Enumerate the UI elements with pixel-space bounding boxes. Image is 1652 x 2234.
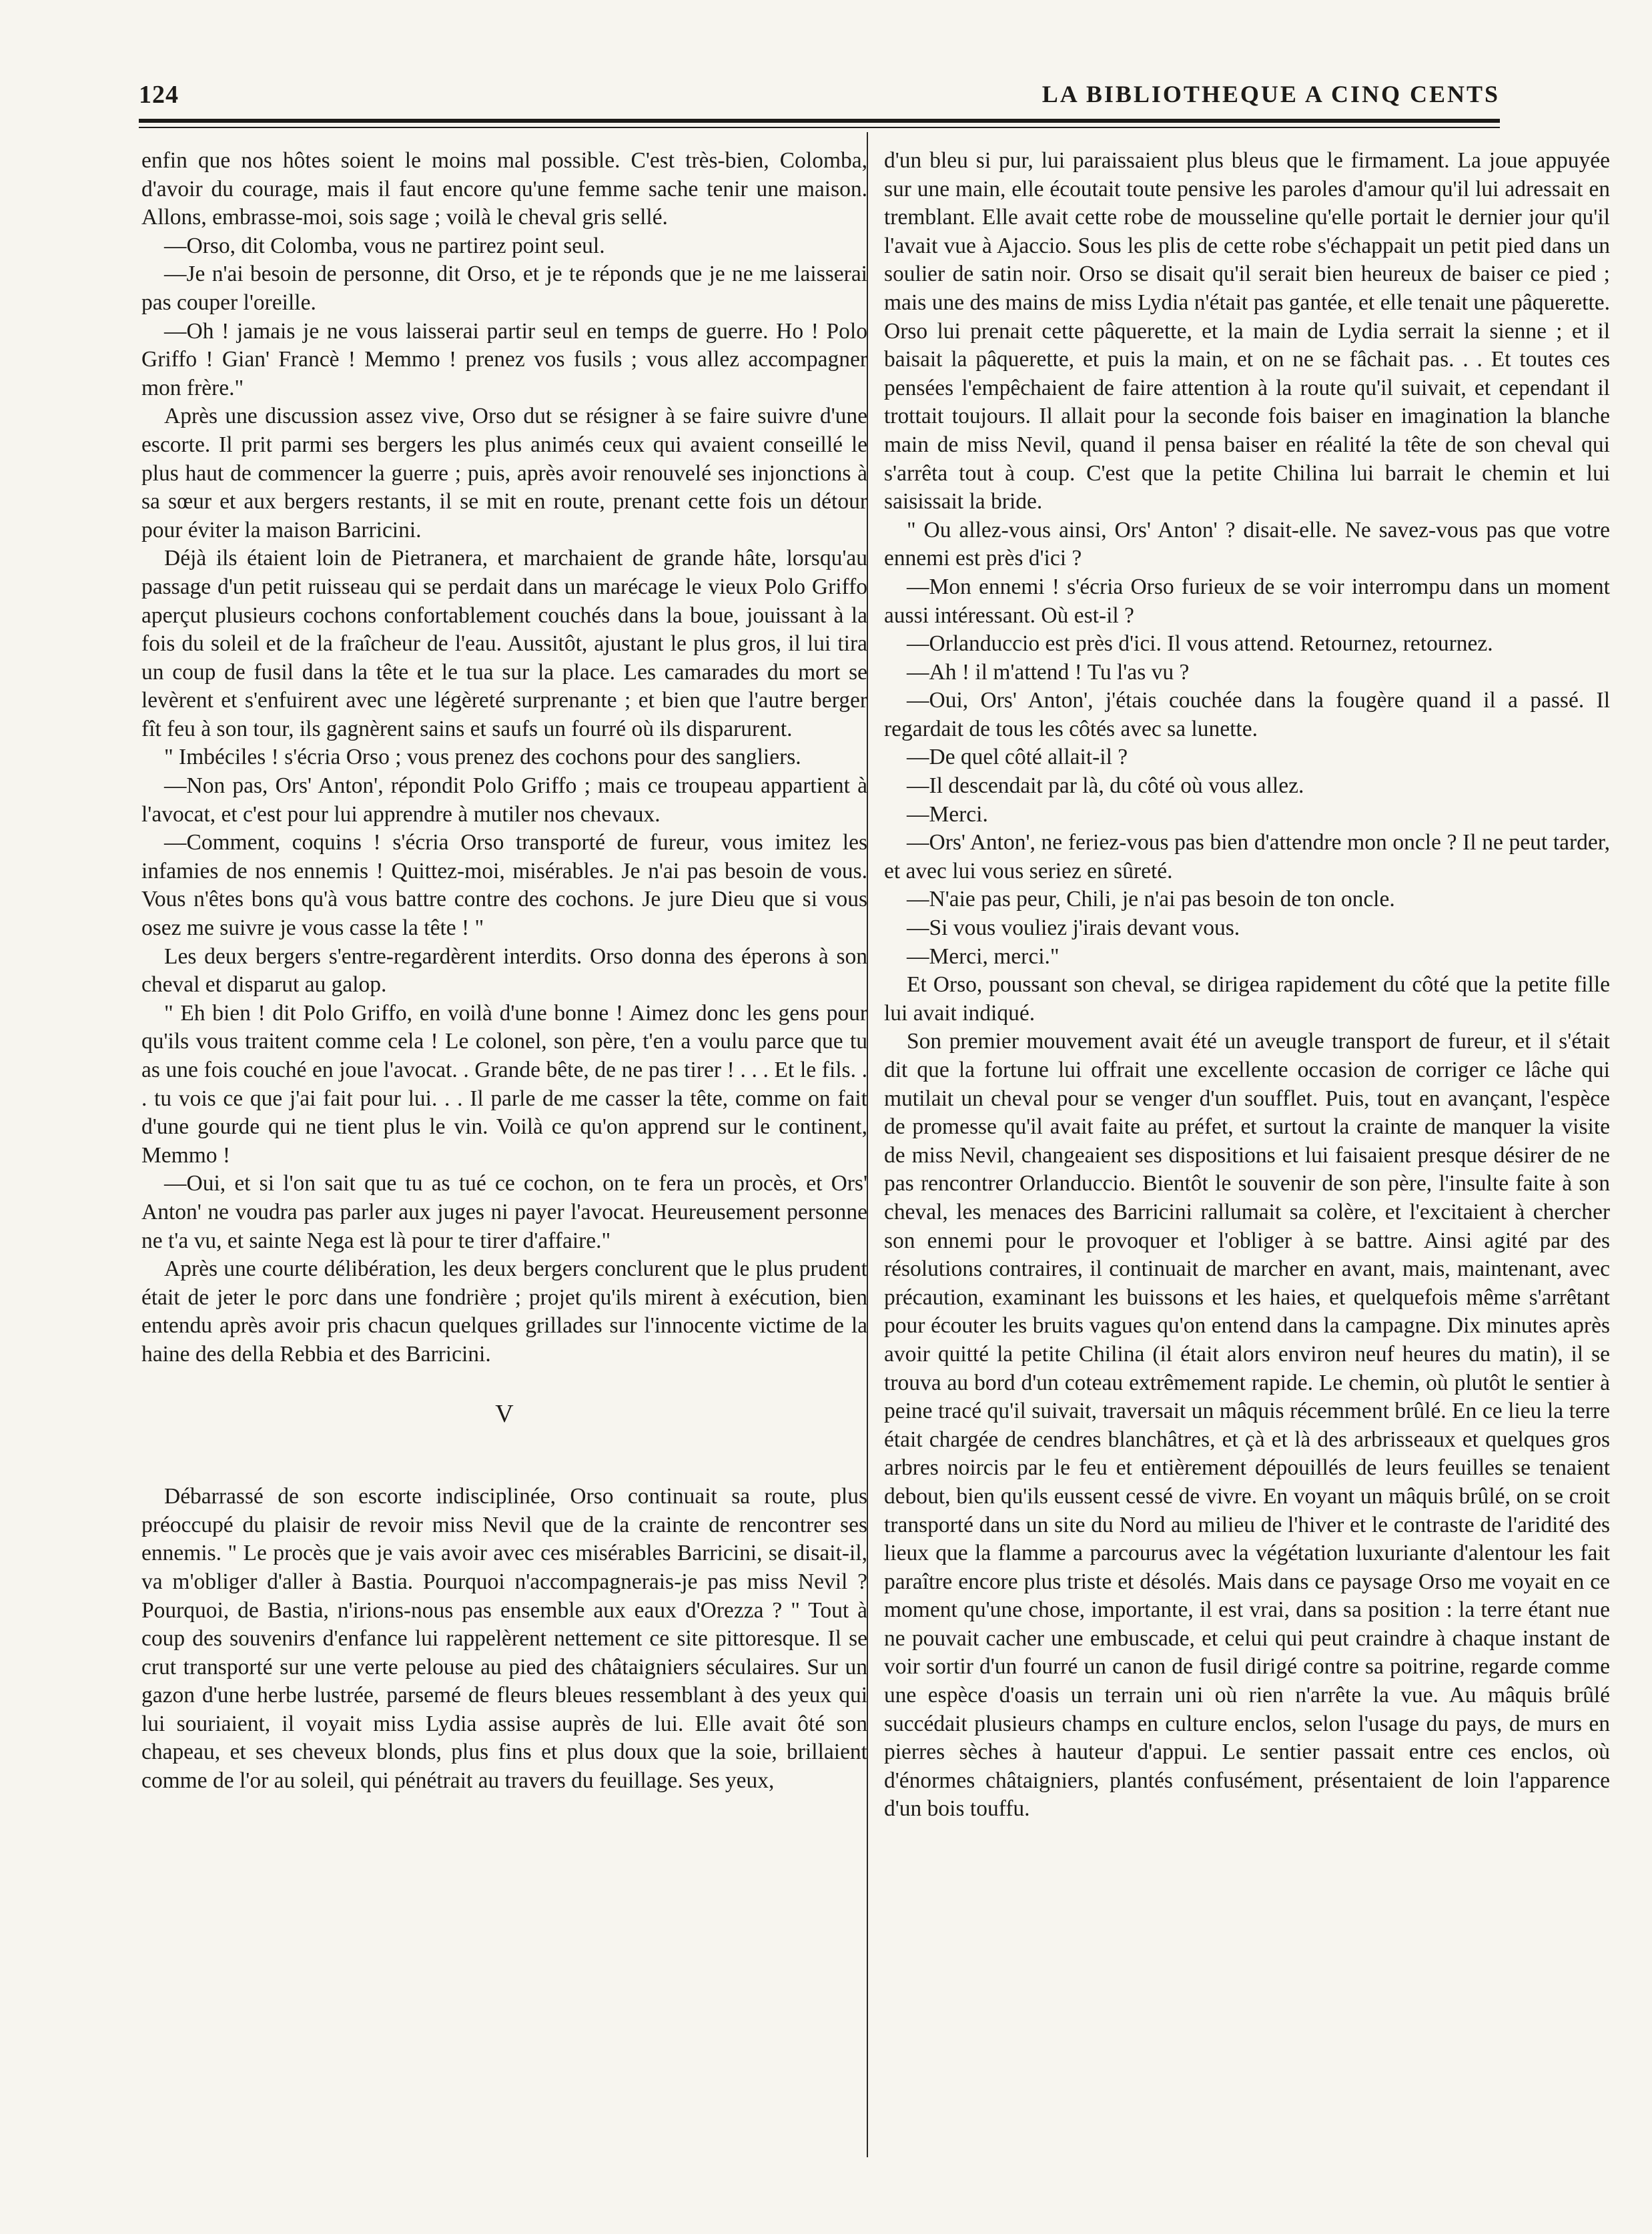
running-header xyxy=(139,80,1500,113)
paragraph: " Ou allez-vous ainsi, Ors' Anton' ? disait-elle. Ne savez-vous pas que votre ennemi est près d'ici ? xyxy=(884,517,1610,571)
paragraph: Les deux bergers s'entre-regardèrent interdits. Orso donna des éperons à son cheval et disparut au galop. xyxy=(141,944,867,998)
paragraph: —Oui, Ors' Anton', j'étais couchée dans la fougère quand il a passé. Il regardait de tous les côtés avec sa lunette. xyxy=(884,688,1610,741)
paragraph: " Eh bien ! dit Polo Griffo, en voilà d'une bonne ! Aimez donc les gens pour qu'ils vous traitent comme cela ! Le colonel, son père, t'en a voulu parce que tu as une fois couché en joue l'avocat. . Grande bête, de ne pas tirer ! . . . Et le fils. . . tu vois ce que j'ai fait pour lui. . . Il parle de me casser la tête, comme on fait d'une gourde qui ne tient plus le vin. Voilà ce qu'on apprend sur le continent, Memmo ! xyxy=(141,1000,867,1168)
running-title: LA BIBLIOTHEQUE A CINQ CENTS xyxy=(1042,81,1500,107)
paragraph: —Ors' Anton', ne feriez-vous pas bien d'attendre mon oncle ? Il ne peut tarder, et avec lui vous seriez en sûreté. xyxy=(884,830,1610,883)
paragraph: —Merci, merci." xyxy=(907,944,1060,969)
header-rule-thin xyxy=(139,127,1500,128)
paragraph: —Mon ennemi ! s'écria Orso furieux de se voir interrompu dans un moment aussi intéressant. Où est-il ? xyxy=(884,574,1610,628)
paragraph: Après une discussion assez vive, Orso dut se résigner à se faire suivre d'une escorte. Il prit parmi ses bergers les plus animés ceux qui avaient conseillé le plus haut de commencer la guerre ; puis, après avoir renouvelé ses injonctions à sa sœur et aux bergers restants, il se mit en route, prenant cette fois un détour pour éviter la maison Barricini. xyxy=(141,404,867,542)
paragraph: —Comment, coquins ! s'écria Orso transporté de fureur, vous imitez les infamies de nos ennemis ! Quittez-moi, misérables. Je n'ai pas besoin de vous. Vous n'êtes bons qu'à vous battre contre des cochons. Je jure Dieu que si vous osez me suivre je vous casse la tête ! " xyxy=(141,830,867,941)
paragraph: Après une courte délibération, les deux bergers conclurent que le plus prudent était de jeter le porc dans une fondrière ; projet qu'ils mirent à exécution, bien entendu après avoir pris chacun quelques grillades sur l'innocente victime de la haine des della Rebbia et des Barricini. xyxy=(141,1256,867,1367)
paragraph: —N'aie pas peur, Chili, je n'ai pas besoin de ton oncle. xyxy=(907,887,1395,912)
paragraph: " Imbéciles ! s'écria Orso ; vous prenez des cochons pour des sangliers. xyxy=(164,745,801,770)
left-paragraphs-after xyxy=(141,1483,867,1796)
page-number: 124 xyxy=(139,81,179,109)
paragraph: —Orso, dit Colomba, vous ne partirez point seul. xyxy=(164,233,605,258)
paragraph: —Non pas, Ors' Anton', répondit Polo Griffo ; mais ce troupeau appartient à l'avocat, et c'est pour lui apprendre à mutiler nos chevaux. xyxy=(141,773,867,827)
right-column xyxy=(884,147,1610,1824)
right-paragraphs xyxy=(884,147,1610,1824)
paragraph: —Oui, et si l'on sait que tu as tué ce cochon, on te fera un procès, et Ors' Anton' ne voudra pas parler aux juges ni payer l'avocat. Heureusement personne ne t'a vu, et sainte Nega est là pour te tirer d'affaire." xyxy=(141,1171,867,1253)
paragraph: —Merci. xyxy=(907,801,988,827)
paragraph: —Orlanduccio est près d'ici. Il vous attend. Retournez, retournez. xyxy=(907,631,1493,657)
section-heading: V xyxy=(495,1399,514,1428)
paragraph: —Ah ! il m'attend ! Tu l'as vu ? xyxy=(907,659,1190,685)
paragraph: Débarrassé de son escorte indisciplinée, Orso continuait sa route, plus préoccupé du plaisir de revoir miss Nevil que de la crainte de rencontrer ses ennemis. " Le procès que je vais avoir avec ces misérables Barricini, se disait-il, va m'obliger d'aller à Bastia. Pourquoi n'accompagnerais-je pas miss Nevil ? Pourquoi, de Bastia, n'irions-nous pas ensemble aux eaux d'Orezza ? " Tout à coup des souvenirs d'enfance lui rappelèrent nettement ce site pittoresque. Il se crut transporté sur une verte pelouse au pied des châtaigniers séculaires. Sur un gazon d'une herbe lustrée, parsemé de fleurs bleues ressemblant à des yeux qui lui souriaient, il voyait miss Lydia assise auprès de lui. Elle avait ôté son chapeau, et ses cheveux blonds, plus fins et plus doux que la soie, brillaient comme de l'or au soleil, qui pénétrait au travers du feuillage. Ses yeux, xyxy=(141,1484,867,1794)
left-column xyxy=(141,147,867,1796)
paragraph: —Je n'ai besoin de personne, dit Orso, et je te réponds que je ne me laisserai pas couper l'oreille. xyxy=(141,262,867,315)
paragraph: Et Orso, poussant son cheval, se dirigea rapidement du côté que la petite fille lui avait indiqué. xyxy=(884,972,1610,1026)
paragraph: Son premier mouvement avait été un aveugle transport de fureur, et il s'était dit que la fortune lui offrait une excellente occasion de corriger ce lâche qui mutilait un cheval pour se venger d'un soufflet. Puis, tout en avançant, l'espèce de promesse qu'il avait faite au préfet, et surtout la crainte de manquer la visite de miss Nevil, changeaient ses dispositions et lui faisaient presque désirer de ne pas rencontrer Orlanduccio. Bientôt le souvenir de son père, l'insulte faite à son cheval, les menaces des Barricini rallumait sa colère, et l'excitaient à chercher son ennemi pour le provoquer et l'obliger à se battre. Ainsi agité par des résolutions contraires, il continuait de marcher en avant, mais, maintenant, avec précaution, examinant les buissons et les haies, et quelquefois même s'arrêtant pour écouter les bruits vagues qu'on entend dans la campagne. Dix minutes après avoir quitté la petite Chilina (il était alors environ neuf heures du matin), il se trouva au bord d'un coteau extrêmement rapide. Le chemin, où plutôt le sentier à peine tracé qu'il suivait, traversait un mâquis récemment brûlé. En ce lieu la terre était chargée de cendres blanchâtres, et çà et là des arbrisseaux et quelques gros arbres noircis par le feu et entièrement dépouillés de leurs feuilles se tenaient debout, bien qu'ils eussent cessé de vivre. En voyant un mâquis brûlé, on se croit transporté dans un site du Nord au milieu de l'hiver et le contraste de l'aridité des lieux que la flamme a parcourus avec la végétation luxuriante d'alentour les fait paraître encore plus triste et désolés. Mais dans ce paysage Orso me voyait en ce moment qu'une chose, importante, il est vrai, dans sa position : la terre étant nue ne pouvait cacher une embuscade, et celui qui peut craindre à chaque instant de voir sortir d'un fourré un canon de fusil dirigé contre sa poitrine, regarde comme une espèce d'oasis un terrain uni où rien n'arrête la vue. Au mâquis brûlé succédait plusieurs champs en culture enclos, selon l'usage du pays, de murs en pierres sèches à hauteur d'appui. Le sentier passait entre ces enclos, où d'énormes châtaigniers, plantés confusément, présentaient de loin l'apparence d'un bois touffu. xyxy=(884,1029,1610,1822)
paragraph: —Si vous vouliez j'irais devant vous. xyxy=(907,915,1240,941)
paragraph: —Il descendait par là, du côté où vous allez. xyxy=(907,773,1304,799)
paragraph: enfin que nos hôtes soient le moins mal possible. C'est très-bien, Colomba, d'avoir du courage, mais il faut encore qu'une femme sache tenir une maison. Allons, embrasse-moi, sois sage ; voilà le cheval gris sellé. xyxy=(141,148,867,230)
paragraph: d'un bleu si pur, lui paraissaient plus bleus que le firmament. La joue appuyée sur une main, elle écoutait toute pensive les paroles d'amour qu'il lui adressait en tremblant. Elle avait cette robe de mousseline qu'elle portait le dernier jour qu'il l'avait vue à Ajaccio. Sous les plis de cette robe s'échappait un petit pied dans un soulier de satin noir. Orso se disait qu'il serait bien heureux de baiser ce pied ; mais une des mains de miss Lydia n'était pas gantée, et elle tenait une pâquerette. Orso lui prenait cette pâquerette, et la main de Lydia serrait la sienne ; et il baisait la pâquerette, et puis la main, et on ne se fâchait pas. . . Et toutes ces pensées l'empêchaient de faire attention à la route qu'il suivait, et cependant il trottait toujours. Il allait pour la seconde fois baiser en imagination la blanche main de miss Nevil, quand il pensa baiser en réalité la tête de son cheval qui s'arrêta tout à coup. C'est que la petite Chilina lui barrait le chemin et lui saisissait la bride. xyxy=(884,148,1610,514)
paragraph: —Oh ! jamais je ne vous laisserai partir seul en temps de guerre. Ho ! Polo Griffo ! Gian' Francè ! Memmo ! prenez vos fusils ; vous allez accompagner mon frère." xyxy=(141,318,867,400)
left-paragraphs-before xyxy=(141,147,867,1369)
paragraph: —De quel côté allait-il ? xyxy=(907,745,1128,770)
header-rule-thick xyxy=(139,119,1500,123)
paragraph: Déjà ils étaient loin de Pietranera, et marchaient de grande hâte, lorsqu'au passage d'un petit ruisseau qui se perdait dans un marécage le vieux Polo Griffo aperçut plusieurs cochons confortablement couchés dans la boue, jouissant à la fois du soleil et de la fraîcheur de l'eau. Aussitôt, ajustant le plus gros, il lui tira un coup de fusil dans la tête et le tua sur la place. Les camarades du mort se levèrent et s'enfuirent avec une légèreté surprenante ; et bien que l'autre berger fît feu à son tour, ils gagnèrent sains et saufs un fourré où ils disparurent. xyxy=(141,546,867,741)
